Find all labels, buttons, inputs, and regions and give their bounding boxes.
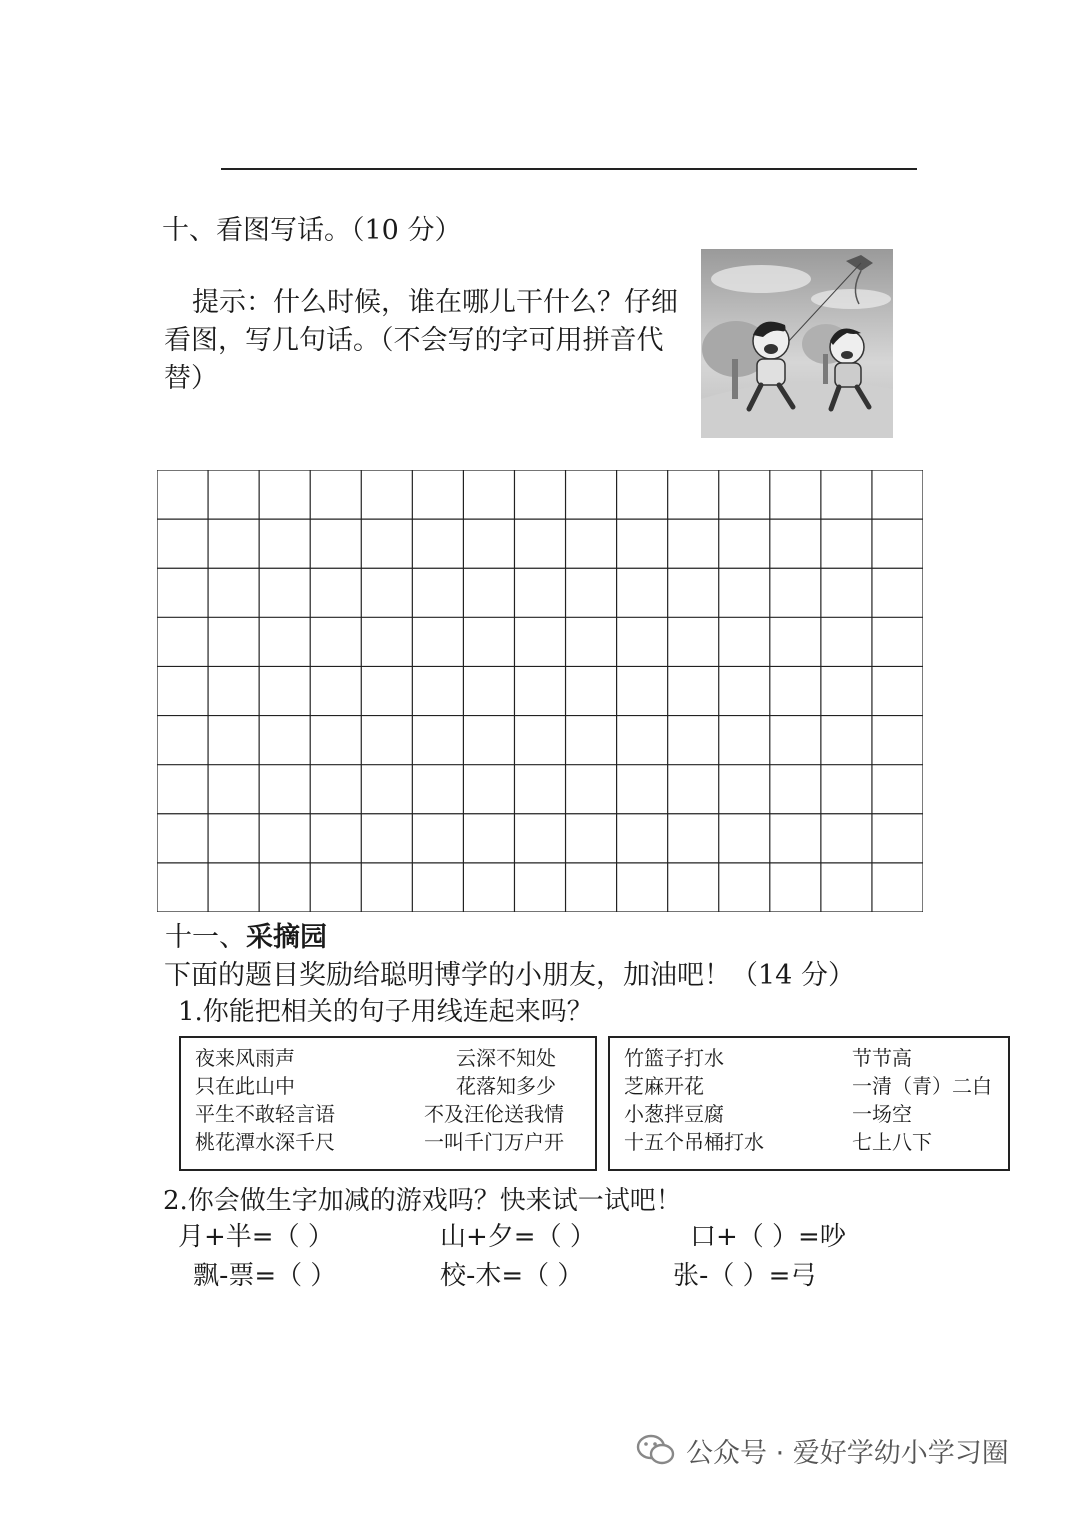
saying-right-4[interactable]: 七上八下 (852, 1130, 932, 1154)
equation-5[interactable]: 校-木=（ ） (440, 1261, 584, 1291)
question-2: 2.你会做生字加减的游戏吗？快来试一试吧！ (163, 1186, 682, 1216)
matching-box-sayings (608, 1036, 1010, 1171)
equation-4[interactable]: 飘-票=（ ） (193, 1261, 337, 1291)
section-10-hint: 提示：什么时候，谁在哪儿干什么？仔细看图，写几句话。（不会写的字可用拼音代替） (164, 287, 678, 394)
equation-3[interactable]: 口+（ ）=吵 (690, 1222, 846, 1252)
poem-right-1[interactable]: 云深不知处 (456, 1046, 556, 1070)
watermark (636, 1428, 1009, 1472)
writing-grid (157, 470, 923, 912)
question-1: 1.你能把相关的句子用线连起来吗？ (178, 997, 593, 1027)
poem-left-2[interactable]: 只在此山中 (195, 1074, 295, 1098)
saying-left-3[interactable]: 小葱拌豆腐 (624, 1102, 724, 1126)
matching-box-poems (179, 1036, 597, 1171)
section-11-intro: 下面的题目奖励给聪明博学的小朋友，加油吧！（14 分） (164, 960, 855, 991)
poem-left-3[interactable]: 平生不敢轻言语 (195, 1102, 335, 1126)
saying-right-3[interactable]: 一场空 (852, 1102, 912, 1126)
answer-line (221, 168, 917, 170)
poem-right-2[interactable]: 花落知多少 (456, 1074, 556, 1098)
equation-1[interactable]: 月+半=（ ） (178, 1222, 334, 1252)
watermark-text: 公众号 · 爱好学幼小学习圈 (686, 1437, 1009, 1469)
saying-left-2[interactable]: 芝麻开花 (624, 1074, 704, 1098)
section-11-number: 十一、 (165, 922, 246, 953)
saying-left-4[interactable]: 十五个吊桶打水 (624, 1130, 764, 1154)
section-10-title: 十、看图写话。（10 分） (162, 215, 462, 246)
wechat-icon (636, 1433, 676, 1467)
kite-picture (701, 249, 893, 438)
saying-right-2[interactable]: 一清（青）二白 (852, 1074, 992, 1098)
poem-right-4[interactable]: 一叫千门万户开 (424, 1130, 564, 1154)
equation-2[interactable]: 山+夕=（ ） (440, 1222, 596, 1252)
section-11-label: 采摘园 (246, 922, 327, 953)
poem-right-3[interactable]: 不及汪伦送我情 (424, 1102, 564, 1126)
poem-left-4[interactable]: 桃花潭水深千尺 (195, 1130, 335, 1154)
equation-6[interactable]: 张-（ ）=弓 (673, 1261, 817, 1291)
saying-left-1[interactable]: 竹篮子打水 (624, 1046, 724, 1070)
poem-left-1[interactable]: 夜来风雨声 (195, 1046, 295, 1070)
section-11-title (165, 915, 327, 954)
saying-right-1[interactable]: 节节高 (852, 1046, 912, 1070)
